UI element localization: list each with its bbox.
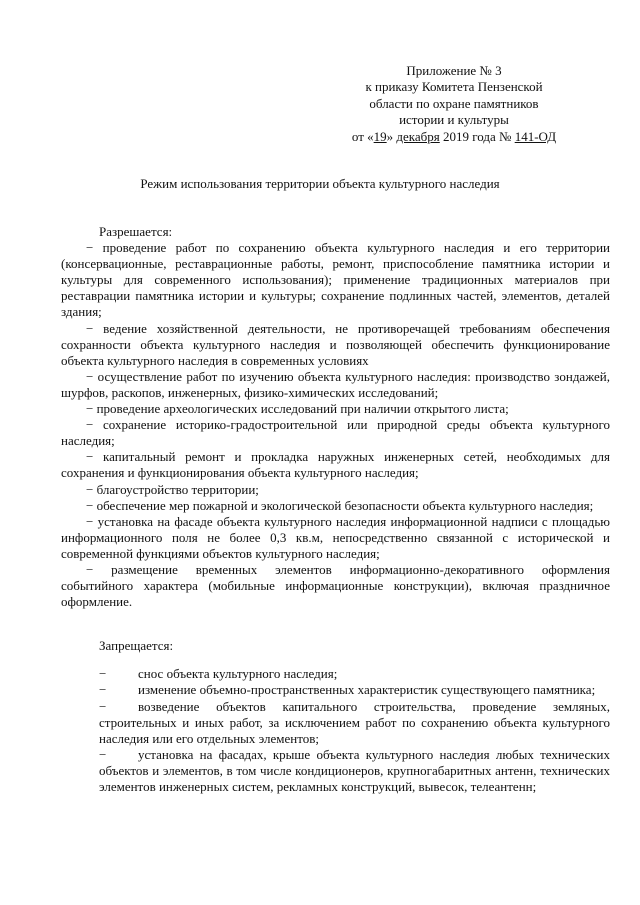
- appendix-header: [300, 63, 608, 145]
- prohibited-item: [61, 666, 610, 682]
- date-month: декабря: [396, 128, 440, 144]
- prohibited-item: [61, 699, 610, 747]
- allowed-item: − осуществление работ по изучению объекта культурного наследия: производство зондажей, шурфов, раскопов, инженерных, физико-химических исследований;: [61, 368, 610, 400]
- prohibited-heading: Запрещается:: [99, 638, 174, 654]
- section-spacer: [61, 610, 610, 638]
- date-year: 2019 года №: [439, 128, 515, 144]
- prohibited-item-text: снос объекта культурного наследия;: [138, 666, 338, 682]
- appendix-committee-cont: истории и культуры: [399, 112, 509, 128]
- heading-spacer: [61, 654, 610, 666]
- prohibited-item-text: изменение объемно-пространственных характеристик существующего памятника;: [138, 682, 596, 698]
- date-mid: »: [386, 128, 397, 144]
- allowed-item: − обеспечение мер пожарной и экологической безопасности объекта культурного наследия;: [86, 497, 594, 513]
- appendix-order-ref: к приказу Комитета Пензенской: [365, 79, 543, 95]
- prohibited-item: [61, 747, 610, 795]
- date-from: от «: [351, 128, 374, 144]
- appendix-date-line: [300, 129, 608, 145]
- appendix-number: Приложение № 3: [406, 63, 502, 78]
- document-title: Режим использования территории объекта культурного наследия: [140, 176, 500, 191]
- prohibited-item-text: установка на фасадах, крыше объекта культурного наследия любых технических объектов и элементов, в том числе кондиционеров, крупногабаритных антенн, технических элементов инженерных систем, рекламных конструкций, вывесок, телеантенн;: [99, 746, 610, 794]
- allowed-heading: Разрешается:: [99, 224, 173, 239]
- dash-marker: −: [99, 698, 107, 714]
- prohibited-item-text: возведение объектов капитального строительства, проведение земляных, строительных и иных работ, за исключением работ по сохранению объекта культурного наследия или его отдельных элементов;: [99, 698, 610, 746]
- document-body: [61, 224, 610, 795]
- dash-marker: −: [99, 682, 107, 698]
- allowed-item: − проведение археологических исследований при наличии открытого листа;: [86, 401, 509, 417]
- dash-marker: −: [99, 746, 107, 762]
- order-number: 141-ОД: [514, 128, 557, 144]
- allowed-item: − ведение хозяйственной деятельности, не противоречащей требованиям обеспечения сохранности объекта культурного наследия и позволяющей обеспечить функционирование объекта культурного наследия в современных условиях: [61, 320, 610, 368]
- allowed-item: − сохранение историко-градостроительной или природной среды объекта культурного наследия;: [61, 417, 610, 449]
- prohibited-item: [61, 682, 610, 698]
- allowed-item: − установка на фасаде объекта культурного наследия информационной надписи с площадью информационного поля не более 0,3 кв.м, непосредственно связанной с исторической и современной функциями объектов культурного наследия;: [61, 513, 610, 561]
- date-day: 19: [373, 128, 387, 144]
- allowed-item: − благоустройство территории;: [86, 481, 259, 497]
- appendix-committee: области по охране памятников: [369, 95, 539, 111]
- allowed-item: − проведение работ по сохранению объекта культурного наследия и его территории (консервационные, реставрационные работы, ремонт, приспособление памятника истории и культуры для современного использования); применение традиционных материалов при реставрации памятника истории и культуры; сохранение подлинных частей, элементов, деталей здания;: [61, 240, 610, 320]
- allowed-item: − размещение временных элементов информационно-декоративного оформления событийного характера (мобильные информационные конструкции), включая праздничное оформление.: [61, 561, 610, 610]
- allowed-item: − капитальный ремонт и прокладка наружных инженерных сетей, необходимых для сохранения и функционирования объекта культурного наследия;: [61, 449, 610, 481]
- dash-marker: −: [99, 666, 107, 682]
